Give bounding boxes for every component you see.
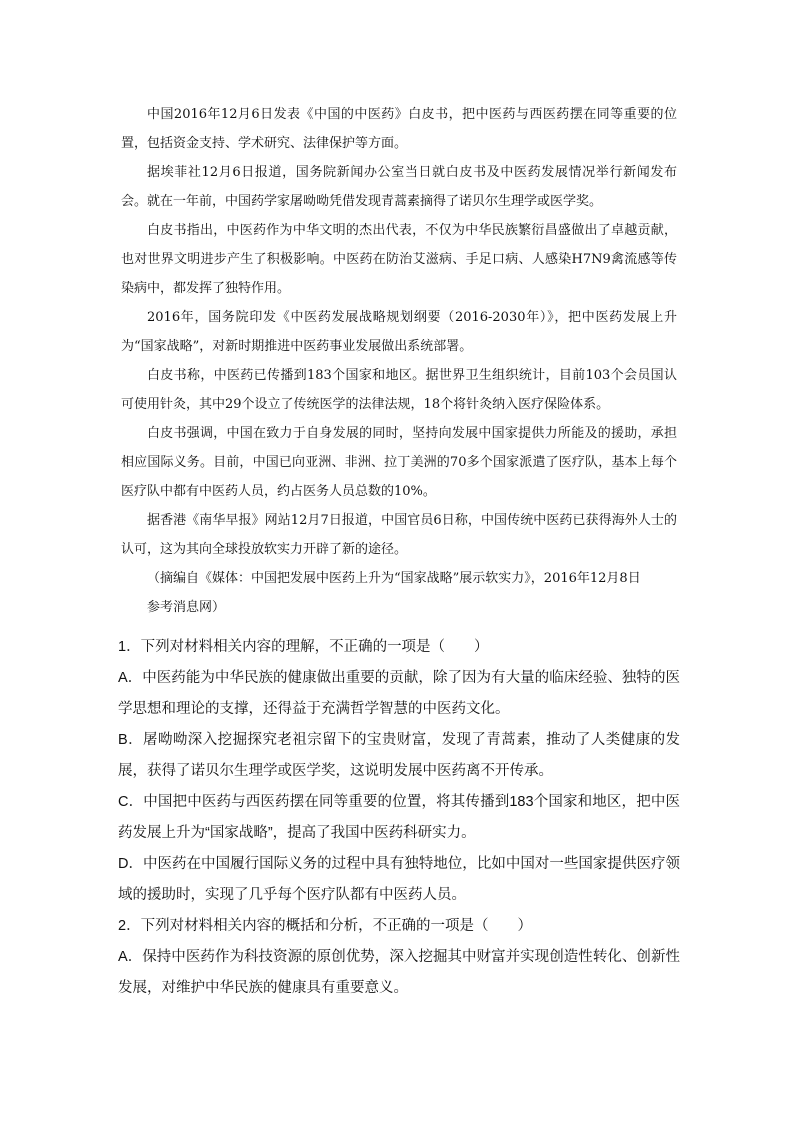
question-stem: 1．下列对材料相关内容的理解，不正确的一项是（ ） — [118, 639, 489, 655]
question-list — [118, 632, 680, 1004]
question-stem: 2．下列对材料相关内容的概括和分析，不正确的一项是（ ） — [118, 918, 533, 934]
passage-paragraph: 白皮书强调，中国在致力于自身发展的同时，坚持向发展中国家提供力所能及的援助，承担相应国际义务。目前，中国已向亚洲、非洲、拉丁美洲的70多个国家派遣了医疗队，基本上每个医疗队中都有中医药人员，约占医务人员总数的10%。 — [121, 426, 677, 499]
source-citation: （摘编自《媒体：中国把发展中医药上升为“国家战略”展示软实力》，2016年12月8日 — [147, 571, 641, 586]
passage-paragraph: 2016年，国务院印发《中医药发展战略规划纲要（2016-2030年）》，把中医药发展上升为“国家战略”，对新时期推进中医药事业发展做出系统部署。 — [121, 310, 677, 354]
question-2 — [118, 911, 680, 1004]
passage-paragraph: 据香港《南华早报》网站12月7日报道，中国官员6日称，中国传统中医药已获得海外人士的认可，这为其向全球投放软实力开辟了新的途径。 — [121, 513, 677, 557]
option-a[interactable]: A．保持中医药作为科技资源的原创优势，深入挖掘其中财富并实现创造性转化、创新性发展，对维护中华民族的健康具有重要意义。 — [118, 949, 680, 996]
option-c[interactable]: C．中国把中医药与西医药摆在同等重要的位置，将其传播到183个国家和地区，把中医药发展上升为“国家战略”，提高了我国中医药科研实力。 — [118, 794, 680, 841]
reading-passage — [121, 100, 677, 622]
option-d[interactable]: D．中医药在中国履行国际义务的过程中具有独特地位，比如中国对一些国家提供医疗领域的援助时，实现了几乎每个医疗队都有中医药人员。 — [118, 856, 680, 903]
passage-paragraph: 白皮书称，中医药已传播到183个国家和地区。据世界卫生组织统计，目前103个会员国认可使用针灸，其中29个设立了传统医学的法律法规，18个将针灸纳入医疗保险体系。 — [121, 368, 677, 412]
question-1 — [118, 632, 680, 911]
option-a[interactable]: A．中医药能为中华民族的健康做出重要的贡献，除了因为有大量的临床经验、独特的医学思想和理论的支撑，还得益于充满哲学智慧的中医药文化。 — [118, 670, 680, 717]
passage-paragraph: 白皮书指出，中医药作为中华文明的杰出代表，不仅为中华民族繁衍昌盛做出了卓越贡献，也对世界文明进步产生了积极影响。中医药在防治艾滋病、手足口病、人感染H7N9禽流感等传染病中，都发挥了独特作用。 — [121, 223, 677, 296]
passage-paragraph: 中国2016年12月6日发表《中国的中医药》白皮书，把中医药与西医药摆在同等重要的位置，包括资金支持、学术研究、法律保护等方面。 — [121, 107, 677, 151]
passage-paragraph: 据埃菲社12月6日报道，国务院新闻办公室当日就白皮书及中医药发展情况举行新闻发布会。就在一年前，中国药学家屠呦呦凭借发现青蒿素摘得了诺贝尔生理学或医学奖。 — [121, 165, 677, 209]
source-citation-end: 参考消息网） — [147, 600, 226, 615]
option-b[interactable]: B．屠呦呦深入挖掘探究老祖宗留下的宝贵财富，发现了青蒿素，推动了人类健康的发展，获得了诺贝尔生理学或医学奖，这说明发展中医药离不开传承。 — [118, 732, 680, 779]
